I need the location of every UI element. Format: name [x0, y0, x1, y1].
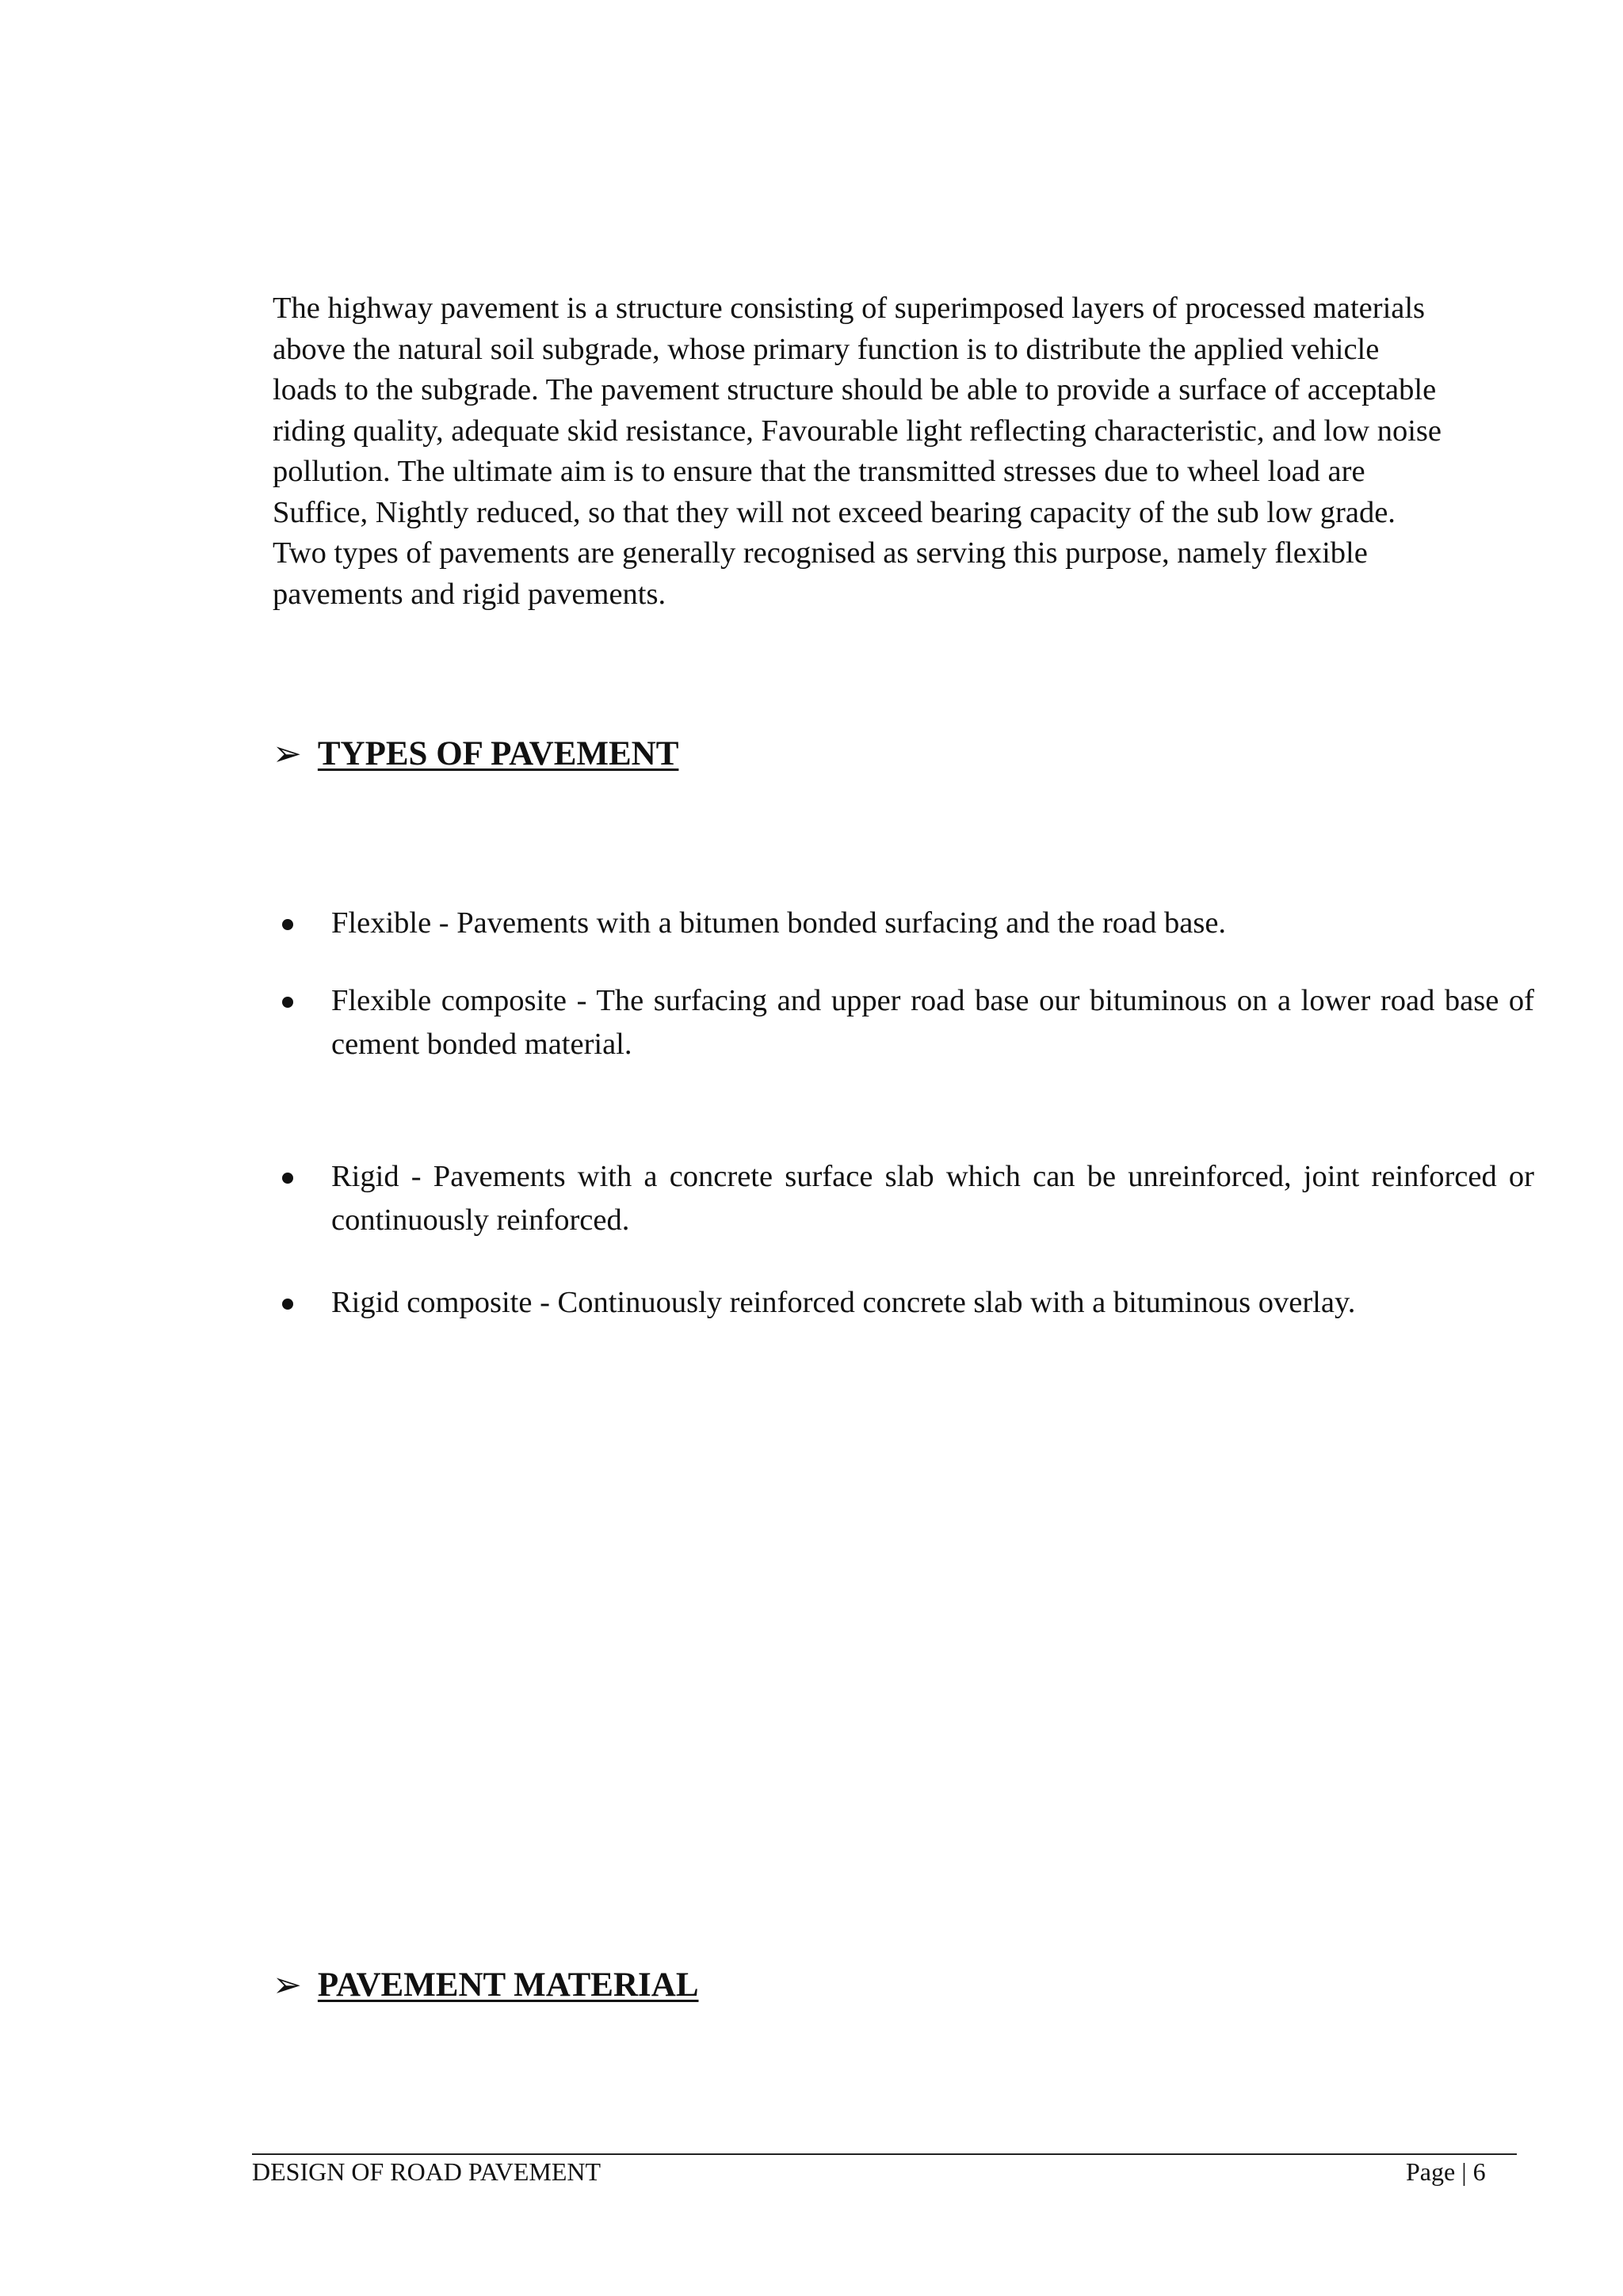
section-heading-pavement-material: [273, 1965, 699, 2005]
intro-line: above the natural soil subgrade, whose primary function is to distribute the applied vehicle: [273, 332, 1380, 366]
section-title: TYPES OF PAVEMENT: [317, 735, 679, 772]
footer-document-title: DESIGN OF ROAD PAVEMENT: [252, 2157, 601, 2186]
intro-line: Two types of pavements are generally recognised as serving this purpose, namely flexible: [273, 536, 1368, 570]
bullet-dot-icon: [282, 1173, 293, 1184]
intro-line: loads to the subgrade. The pavement structure should be able to provide a surface of acceptable: [273, 373, 1437, 406]
arrow-bullet-icon: ➢: [273, 734, 302, 773]
list-item-text: Flexible - Pavements with a bitumen bonded surfacing and the road base.: [331, 906, 1227, 940]
intro-line: Suffice, Nightly reduced, so that they will not exceed bearing capacity of the sub low grade.: [273, 495, 1396, 529]
list-item: [282, 1155, 1534, 1242]
section-title: PAVEMENT MATERIAL: [317, 1966, 699, 2004]
list-item: [282, 1281, 1534, 1325]
bullet-dot-icon: [282, 1299, 293, 1310]
intro-line: The highway pavement is a structure consisting of superimposed layers of processed materials: [273, 292, 1426, 325]
list-item-text: Rigid composite - Continuously reinforced concrete slab with a bituminous overlay.: [331, 1286, 1356, 1319]
list-item-text: Flexible composite - The surfacing and upper road base our bituminous on a lower road base of cement bonded material.: [331, 984, 1534, 1061]
bullet-dot-icon: [282, 919, 293, 930]
intro-paragraph: [273, 288, 1533, 615]
list-item: [282, 979, 1534, 1066]
section-heading-types-of-pavement: [273, 734, 678, 774]
list-item-text: Rigid - Pavements with a concrete surface slab which can be unreinforced, joint reinforced or continuously reinforced.: [331, 1160, 1534, 1237]
arrow-bullet-icon: ➢: [273, 1966, 302, 2004]
intro-line: pollution. The ultimate aim is to ensure that the transmitted stresses due to wheel load are: [273, 455, 1365, 488]
bullet-dot-icon: [282, 997, 293, 1008]
intro-line: riding quality, adequate skid resistance, Favourable light reflecting characteristic, and low noise: [273, 414, 1442, 448]
footer-page-number: Page | 6: [1406, 2157, 1486, 2186]
intro-line: pavements and rigid pavements.: [273, 577, 666, 611]
list-item: [282, 902, 1534, 945]
footer-divider: [252, 2153, 1517, 2155]
